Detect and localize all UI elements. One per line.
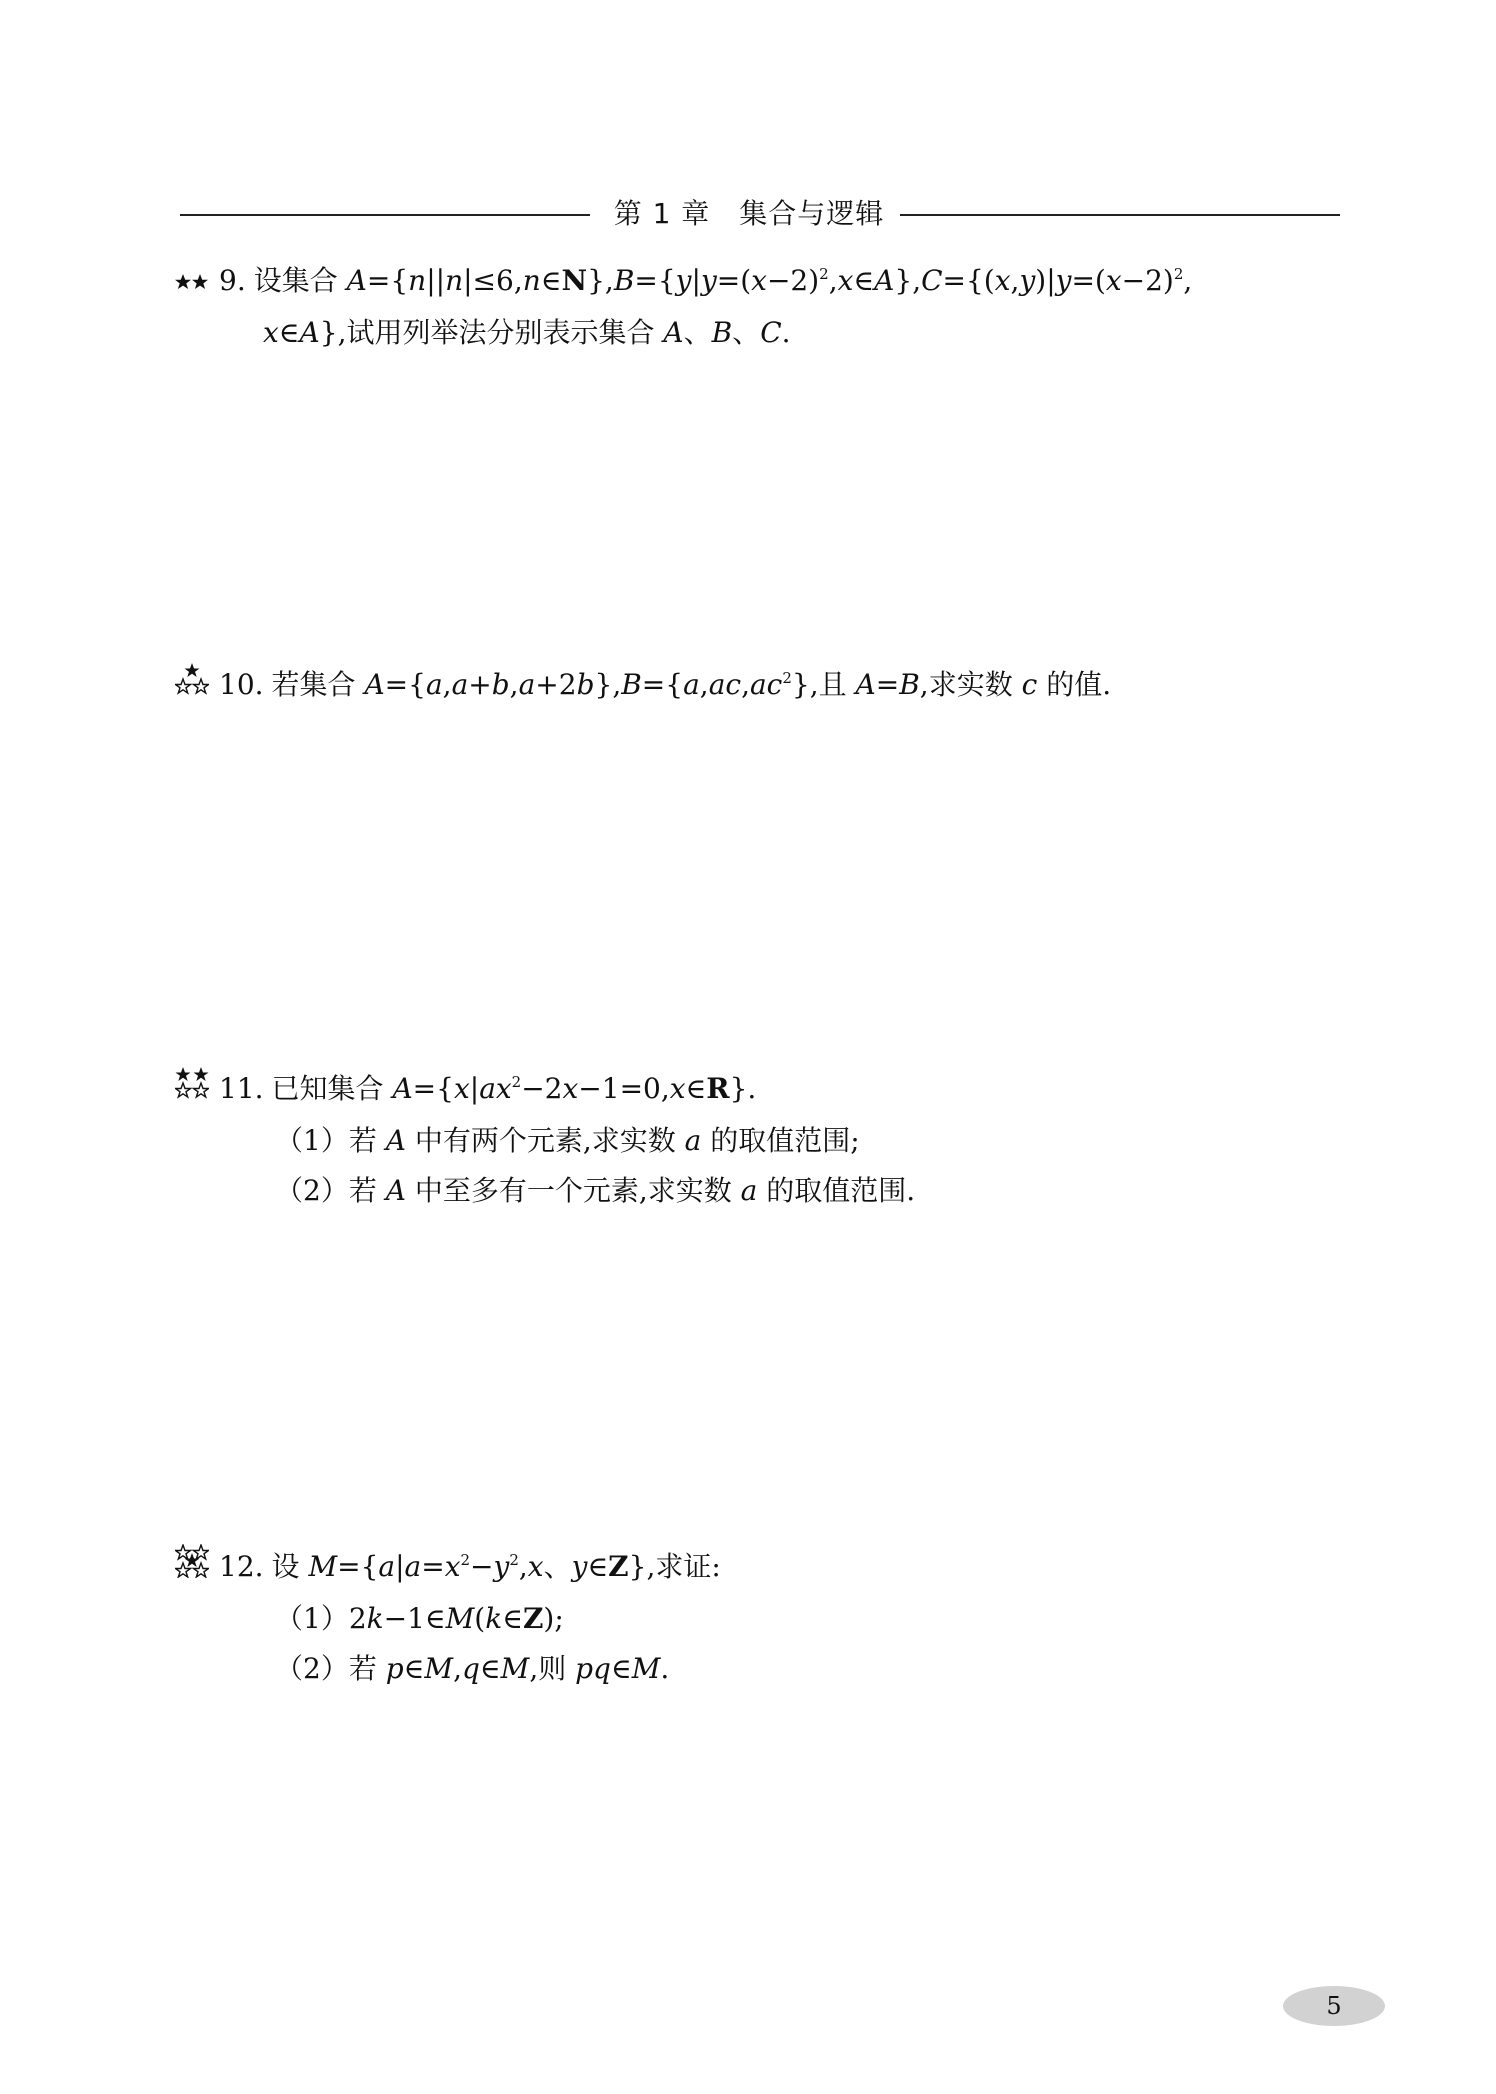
problem-number: 12. — [219, 1550, 264, 1583]
problem-11-part-1: （1）若 A 中有两个元素,求实数 a 的取值范围; — [275, 1123, 860, 1157]
chapter-header — [180, 194, 1340, 234]
problem-12-part-1: （1）2k−1∈M(k∈Z); — [275, 1601, 564, 1635]
problem-9-line-2: x∈A},试用列举法分别表示集合 A、B、C. — [263, 315, 791, 349]
problem-11 — [175, 1064, 1355, 1216]
problem-number: 9. — [219, 264, 246, 297]
problem-11-part-2: （2）若 A 中至多有一个元素,求实数 a 的取值范围. — [275, 1173, 916, 1207]
difficulty-stars-icon — [175, 258, 209, 308]
problem-9 — [175, 256, 1355, 358]
header-rule-right — [900, 214, 1340, 216]
problem-10-line-1: 10. 若集合 $A=\{a,a+b,a+2b\},B=\{a,ac,ac^2\}$,且 A=B,求实数 c 的值. — [175, 660, 1355, 712]
problem-number: 10. — [219, 668, 264, 701]
difficulty-stars-icon — [175, 1066, 209, 1116]
problem-number: 11. — [219, 1072, 264, 1105]
chapter-title: 第 1 章 集合与逻辑 — [613, 197, 885, 230]
problem-12-part-2: （2）若 p∈M,q∈M,则 pq∈M. — [275, 1651, 670, 1685]
difficulty-stars-icon — [175, 662, 209, 712]
problem-9-line-1: 9. 设集合 $A=\{n||n|\le 6,n\in N\},B=\{y|y=(x-2)^2,x\in A\},C=\{(x,y)|y=(x-2)^2$, — [175, 256, 1355, 308]
problem-10 — [175, 660, 1355, 712]
page-number: 5 — [1283, 1986, 1385, 2026]
problem-11-line-1: 11. 已知集合 $A=\{x|ax^2-2x-1=0,x\in R\}$. — [175, 1064, 1355, 1116]
header-rule-left — [180, 214, 590, 216]
problem-12-line-1: 12. 设 $M=\{a|a=x^2-y^2,x$、y∈Z},求证: — [175, 1542, 1355, 1594]
problem-12 — [175, 1542, 1355, 1694]
difficulty-stars-icon — [175, 1544, 209, 1594]
